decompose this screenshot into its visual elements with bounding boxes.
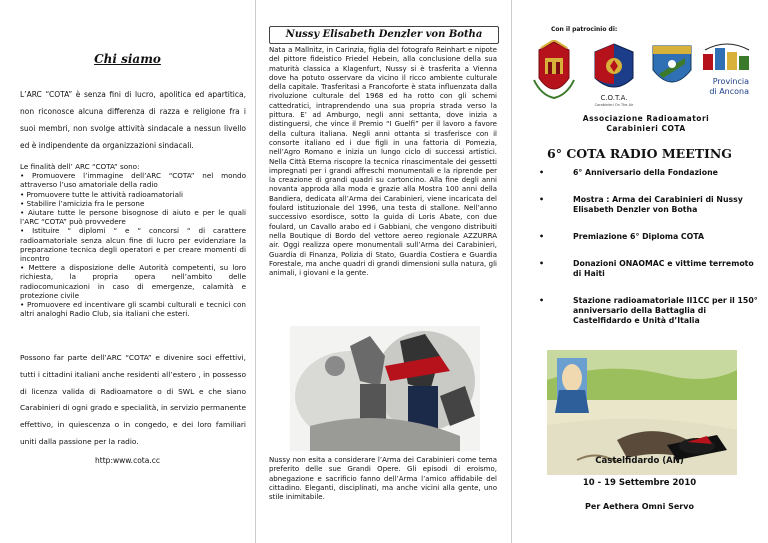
website-link[interactable]: http:www.cota.cc: [95, 456, 160, 465]
aim-item: • Promuovere ed incentivare gli scambi culturali e tecnici con altri analoghi Radio Club, sia italiani che esteri.: [20, 300, 246, 319]
aims-intro: Le finalità dell’ ARC “COTA” sono:: [20, 162, 140, 171]
aim-item: • Istituire “ diplomi “ e “ concorsi “ di carattere radioamatoriale senza alcun fine di lucro per evidenziare la preparazione tecnica degli operatori e per creare momenti di incontro: [20, 226, 246, 264]
bullet-icon: •: [539, 296, 545, 305]
bullet-icon: •: [539, 195, 545, 204]
event-motto: Per Aethera Omni Servo: [585, 502, 694, 511]
event-title: 6° COTA RADIO MEETING: [547, 146, 732, 161]
aim-item: • Promuovere tutte le attività radioamatoriali: [20, 189, 183, 199]
event-location: Castelfidardo (AN): [595, 456, 684, 466]
aim-item: • Aiutare tutte le persone bisognose di aiuto e per le quali l’ARC “COTA” può provvedere: [20, 208, 246, 227]
event-program-list: [537, 168, 759, 326]
bullet-icon: •: [539, 232, 545, 241]
program-item: • 6° Anniversario della Fondazione: [539, 168, 718, 177]
association-line2: Carabinieri COTA: [606, 124, 686, 133]
provincia-line2: di Ancona: [709, 87, 749, 96]
program-item: • Donazioni ONAOMAC e vittime terremoto di Haiti: [539, 259, 754, 278]
artist-bio: Nata a Mallnitz, in Carinzia, figlia del fotografo Reinhart e nipote del pittore fideistico Friedel Hebein, alla conclusione della sua maturità classica a Klagenfurt, Nussy si è trasferita a Vienna dove ha potuto osservare da vicino il ricco ambiente culturale della capitale. Trasferitasi a Francoforte è stata influenzata dalla rivoluzione culturale del 1968 ed ha rotto con gli schemi cattedratici, intraprendendo una sua propria strada verso la pittura. E’ ad Amburgo, negli anni settanta, dove inizia a distinguersi, che vince il Premio “I Guelfi” per il lavoro a favore della cultura italiana. Negli anni ottanta si trasferisce con il consorte italiano ed i due figli in una fattoria di Pomezia, nell’Agro Romano e inizia un lungo ciclo di successi artistici. Nella Città Eterna riscopre la tecnica rinascimentale dei gessetti impregnati per i grandi affreschi monumentali e la riprende per la creazione di grandi quadri su cartoncino. Alla fine degli anni novanta approda alla moda e grazie alla Mostra 100 anni della Bandiera, dedicata all’Arma dei Carabinieri, viene incaricata del foulard istituzionale del 1996, una testa di stallone. Nell’anno successivo esordisce, sotto la guida di Loris Abate, con due foulard, un Cavallo arabo ed i Gabbiani, che vengono distribuiti nella Boutique di Bordo del vettore aereo regionale AZZURRA air. Oggi realizza opere monumentali sull’Arma dei Carabinieri, Guardia di Finanza, Polizia di Stato, Guardia Costiera e Guardia Forestale, ma anche quadri di grandi dimensioni sulla natura, gli animali, i giovani e la gente.: [269, 46, 497, 278]
aims-list: [20, 162, 246, 318]
panel-event: [511, 0, 768, 543]
about-heading: Chi siamo: [94, 52, 161, 66]
cota-logo-subtext: Carabinieri On The Air: [594, 103, 634, 107]
carabiniere-artwork-image: [290, 326, 480, 451]
aim-item: • Stabilire l’amicizia fra le persone: [20, 198, 145, 208]
program-item: • Premiazione 6° Diploma COTA: [539, 232, 705, 241]
panel-about: [0, 0, 255, 543]
program-item: • Mostra : Arma dei Carabinieri di Nussy Elisabeth Denzler von Botha: [539, 195, 743, 214]
association-line1: Associazione Radioamatori: [582, 114, 710, 123]
artist-closing: Nussy non esita a considerare l’Arma dei Carabinieri come tema preferito delle sue Grandi Opere. Gli episodi di eroismo, abnegazione e sacrificio fanno dell’Arma l’amico affidabile del cittadino. Eleganti, disciplinati, ma anche vicini alla gente, uno stile inimitabile.: [269, 456, 497, 502]
provincia-line1: Provincia: [712, 77, 749, 86]
aim-item: • Mettere a disposizione delle Autorità competenti, su loro richiesta, la propria opera nell’ambito delle radiocomunicazioni in caso di emergenze, calamità e protezione civile: [20, 263, 246, 300]
panel-artist: [255, 0, 511, 543]
patronage-label: Con il patrocinio di:: [551, 26, 618, 33]
provincia-ancona-logo-icon: [701, 40, 753, 108]
bullet-icon: •: [539, 259, 545, 268]
about-intro: L’ARC “COTA” è senza fini di lucro, apolitica ed apartitica, non riconosce alcuna differenza di razza e religione fra i suoi membri, non svolge attività sindacale a nessun livello ed è indipendente da organizzazioni sindacali.: [20, 90, 246, 150]
association-name: [571, 114, 721, 134]
event-dates: 10 - 19 Settembre 2010: [582, 478, 697, 488]
association-emblem-icon: [647, 40, 697, 96]
aim-item: • Promuovere l’immagine dell’ARC “COTA” nel mondo attraverso l’uso amatoriale della radio: [20, 171, 246, 190]
membership-text: Possono far parte dell’ARC “COTA” e divenire soci effettivi, tutti i cittadini italiani anche residenti all’estero , in possesso di licenza valida di Radioamatore o di SWL e che siano Carabinieri di ogni grado e specialità, in servizio permanente effettivo, in quiescenza o in congedo, e dei loro familiari uniti dalla passione per la radio.: [20, 353, 246, 446]
cota-logo-text: C.O.T.A.: [600, 94, 628, 102]
bullet-icon: •: [539, 168, 545, 177]
artist-title: Nussy Elisabeth Denzler von Botha: [269, 26, 499, 44]
program-item: • Stazione radioamatoriale II1CC per il 150° anniversario della Battaglia di Castelfidardo e Unità d’Italia: [539, 296, 758, 325]
carabinieri-cota-logo-icon: [585, 40, 643, 108]
castelfidardo-crest-icon: [531, 40, 577, 102]
